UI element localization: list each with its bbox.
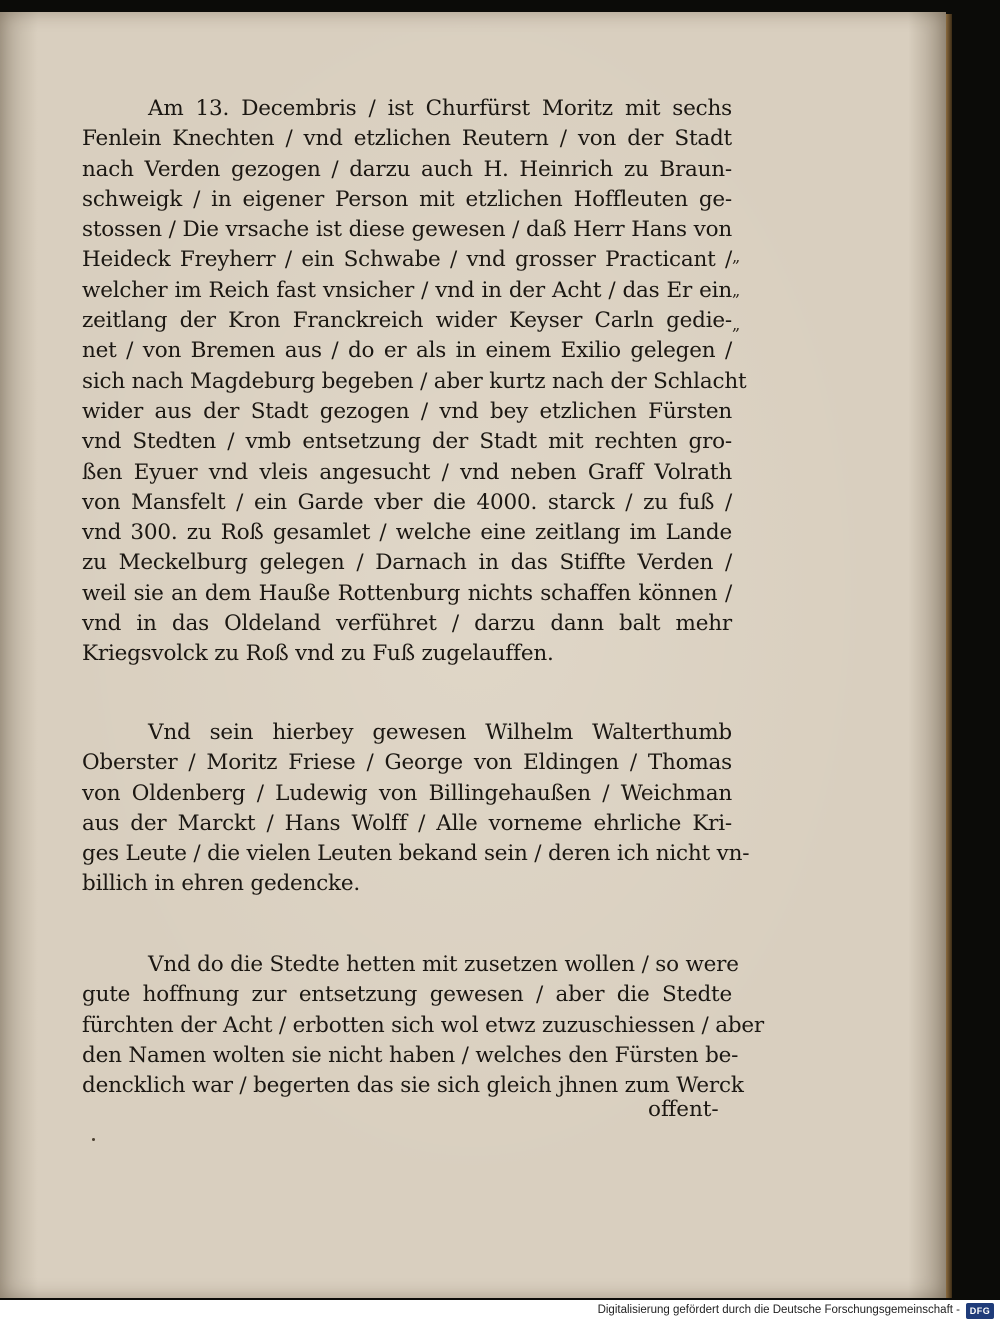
text-line: stossen / Die vrsache ist diese gewesen / daß Herr Hans von bbox=[82, 217, 732, 243]
text-line: zu Meckelburg gelegen / Darnach in das Stiffte Verden / bbox=[82, 550, 732, 576]
footer-bar bbox=[0, 1300, 1000, 1323]
page-edge bbox=[946, 14, 952, 1298]
text-line: den Namen wolten sie nicht haben / welches den Fürsten be- bbox=[82, 1042, 739, 1068]
text-line: nach Verden gezogen / darzu auch H. Heinrich zu Braun- bbox=[82, 156, 732, 182]
text-line: fürchten der Acht / erbotten sich wol etwz zuzuschiessen / aber bbox=[82, 1012, 764, 1038]
paragraph-2 bbox=[82, 718, 750, 900]
text-line: wider aus der Stadt gezogen / vnd bey etzlichen Fürsten bbox=[82, 398, 732, 424]
text-line: zeitlang der Kron Franckreich wider Keyser Carln gedie- bbox=[82, 308, 732, 334]
paragraph-3 bbox=[82, 950, 764, 1101]
catchword: offent- bbox=[648, 1097, 719, 1122]
text-line: vnd 300. zu Roß gesamlet / welche eine zeitlang im Lande bbox=[82, 520, 732, 546]
book-page bbox=[0, 12, 946, 1298]
text-line: welcher im Reich fast vnsicher / vnd in der Acht / das Er ein bbox=[82, 277, 732, 303]
footer-credit: Digitalisierung gefördert durch die Deutsche Forschungsgemeinschaft - bbox=[597, 1304, 960, 1316]
margin-mark: „ bbox=[732, 281, 741, 300]
text-line: Vnd do die Stedte hetten mit zusetzen wollen / so were bbox=[148, 952, 739, 977]
paragraph-1 bbox=[82, 94, 747, 670]
text-line: von Mansfelt / ein Garde vber die 4000. starck / zu fuß / bbox=[82, 489, 732, 515]
text-line: schweigk / in eigener Person mit etzlichen Hoffleuten ge- bbox=[82, 186, 732, 212]
text-line: Oberster / Moritz Friese / George von Eldingen / Thomas bbox=[82, 750, 732, 776]
text-line: net / von Bremen aus / do er als in einem Exilio gelegen / bbox=[82, 338, 732, 364]
text-line: vnd in das Oldeland verführet / darzu dann balt mehr bbox=[82, 611, 732, 637]
text-line: Fenlein Knechten / vnd etzlichen Reutern / von der Stadt bbox=[82, 126, 732, 152]
text-line: von Oldenberg / Ludewig von Billingehaußen / Weichman bbox=[82, 780, 732, 806]
margin-mark: „ bbox=[732, 247, 741, 266]
margin-mark: „ bbox=[732, 315, 741, 334]
text-line: billich in ehren gedencke. bbox=[82, 871, 361, 897]
margin-quote-marks bbox=[732, 240, 756, 342]
dfg-logo-icon: DFG bbox=[966, 1303, 994, 1319]
text-line: ßen Eyuer vnd vleis angesucht / vnd neben Graff Volrath bbox=[82, 459, 732, 485]
ink-speck bbox=[92, 1138, 95, 1141]
text-line: vnd Stedten / vmb entsetzung der Stadt mit rechten gro- bbox=[82, 429, 732, 455]
text-line: gute hoffnung zur entsetzung gewesen / aber die Stedte bbox=[82, 982, 732, 1008]
text-line: dencklich war / begerten das sie sich gleich jhnen zum Werck bbox=[82, 1073, 744, 1099]
text-line: aus der Marckt / Hans Wolff / Alle vorneme ehrliche Kri- bbox=[82, 810, 732, 836]
text-line: sich nach Magdeburg begeben / aber kurtz nach der Schlacht bbox=[82, 368, 747, 394]
text-line: Am 13. Decembris / ist Churfürst Moritz mit sechs bbox=[148, 96, 732, 121]
text-line: Kriegsvolck zu Roß vnd zu Fuß zugelauffen. bbox=[82, 641, 554, 667]
text-line: Vnd sein hierbey gewesen Wilhelm Walterthumb bbox=[148, 720, 732, 745]
text-line: weil sie an dem Hauße Rottenburg nichts schaffen können / bbox=[82, 580, 732, 606]
text-line: Heideck Freyherr / ein Schwabe / vnd grosser Practicant / bbox=[82, 247, 732, 273]
text-line: ges Leute / die vielen Leuten bekand sein / deren ich nicht vn- bbox=[82, 841, 750, 867]
